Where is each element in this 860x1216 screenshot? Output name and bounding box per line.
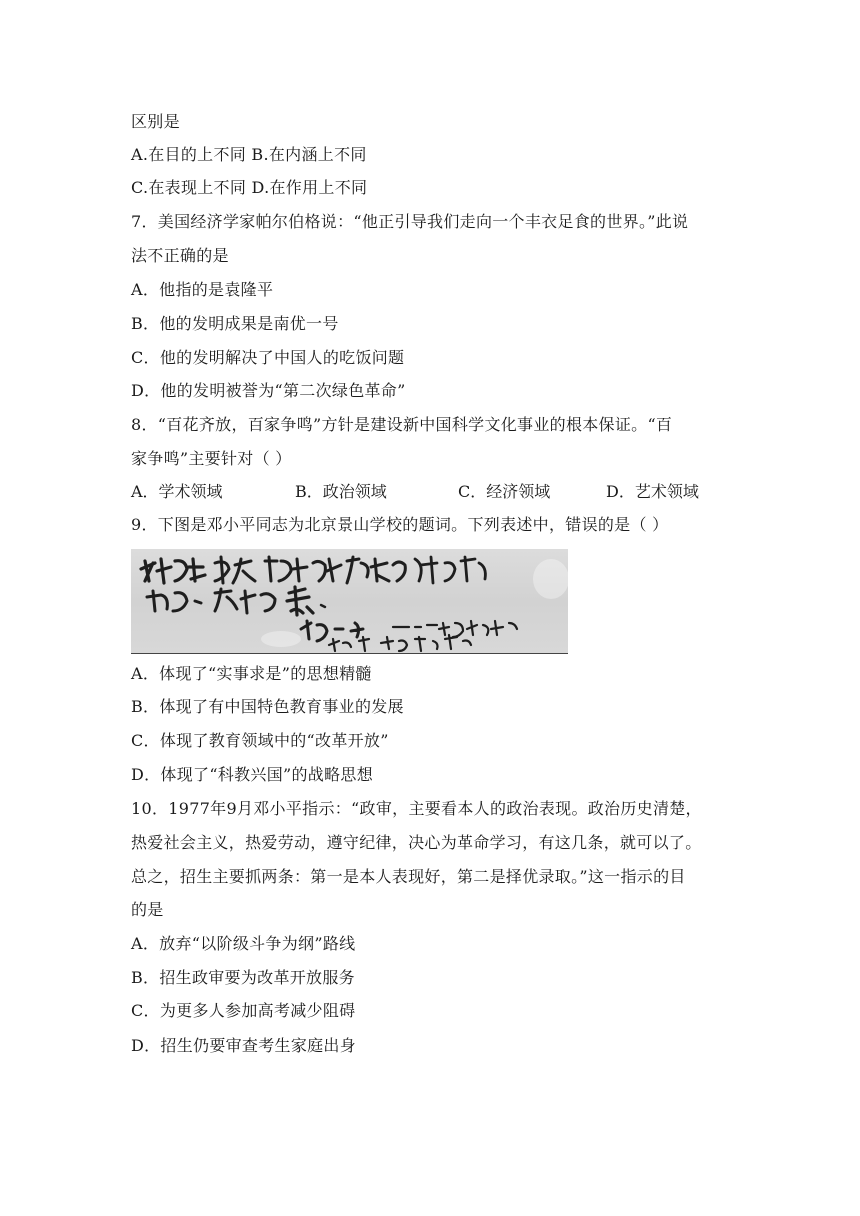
question-8-stem-1: 8．“百花齐放，百家争鸣”方针是建设新中国科学文化事业的根本保证。“百 [131, 415, 673, 434]
question-7-option-c: C．他的发明解决了中国人的吃饭问题 [131, 348, 405, 367]
question-8-option-d: D．艺术领域 [606, 482, 699, 501]
question-8-stem-2: 家争鸣”主要针对（ ） [131, 449, 292, 468]
question-9-stem: 9．下图是邓小平同志为北京景山学校的题词。下列表述中，错误的是（ ） [131, 515, 669, 534]
question-10-option-d: D．招生仍要审查考生家庭出身 [131, 1036, 357, 1055]
question-10-stem-1: 10．1977年9月邓小平指示：“政审，主要看本人的政治表现。政治历史清楚， [131, 799, 702, 818]
question-10-option-a: A．放弃“以阶级斗争为纲”路线 [131, 934, 356, 953]
question-8-option-c: C．经济领域 [458, 482, 551, 501]
calligraphy-inscription [131, 549, 568, 653]
line-1: 区别是 [131, 112, 180, 131]
question-7-option-b: B．他的发明成果是南优一号 [131, 314, 339, 333]
question-7-option-a: A．他指的是袁隆平 [131, 280, 274, 299]
question-10-stem-4: 的是 [131, 900, 164, 919]
question-9-option-d: D．体现了“科教兴国”的战略思想 [131, 765, 373, 784]
line-2: A.在目的上不同 B.在内涵上不同 [131, 145, 367, 164]
question-8-option-b: B．政治领域 [295, 482, 387, 501]
question-10-option-c: C．为更多人参加高考减少阻碍 [131, 1001, 356, 1020]
question-9-option-c: C．体现了教育领域中的“改革开放” [131, 731, 389, 750]
question-7-stem-2: 法不正确的是 [131, 246, 229, 265]
inscription-image [131, 549, 568, 654]
question-8-option-a: A．学术领域 [131, 482, 223, 501]
question-10-stem-2: 热爱社会主义，热爱劳动，遵守纪律，决心为革命学习，有这几条，就可以了。 [131, 833, 702, 852]
question-9-option-a: A．体现了“实事求是”的思想精髓 [131, 664, 372, 683]
line-3: C.在表现上不同 D.在作用上不同 [131, 178, 368, 197]
question-7-stem-1: 7．美国经济学家帕尔伯格说：“他正引导我们走向一个丰衣足食的世界。”此说 [131, 212, 689, 231]
question-9-option-b: B．体现了有中国特色教育事业的发展 [131, 697, 404, 716]
question-7-option-d: D．他的发明被誉为“第二次绿色革命” [131, 381, 406, 400]
question-10-option-b: B．招生政审要为改革开放服务 [131, 968, 355, 987]
question-10-stem-3: 总之，招生主要抓两条：第一是本人表现好，第二是择优录取。”这一指示的目 [131, 867, 686, 886]
